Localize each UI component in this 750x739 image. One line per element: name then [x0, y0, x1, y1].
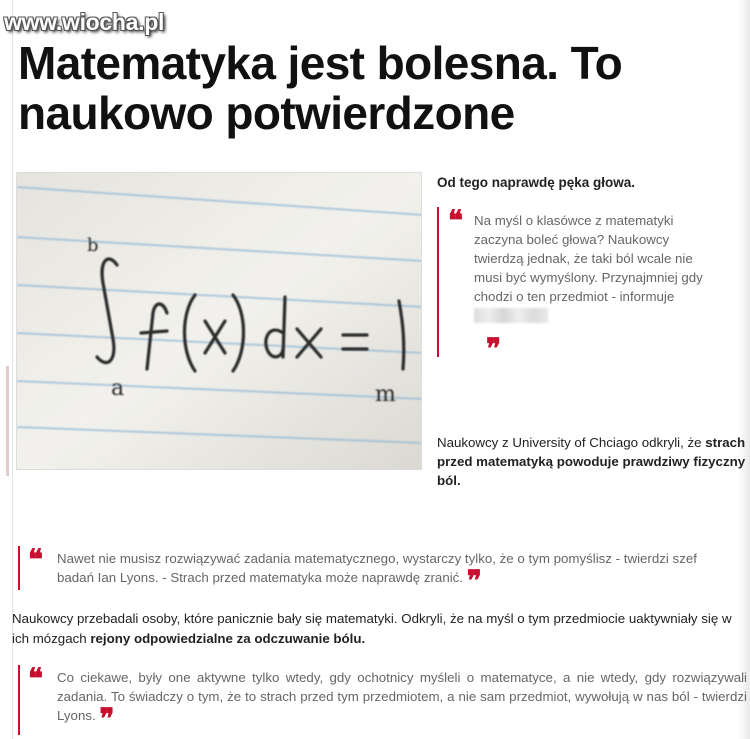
quote-1-body: Na myśl o klasówce z matematyki zaczyna boleć głowa? Naukowcy twierdzą jednak, że taki ból wcale nie musi być wymyślony. Przynajmniej gdy chodzi o ten przedmiot - informuje	[474, 213, 703, 304]
article-title: Matematyka jest bolesna. To naukowo potwierdzone	[18, 37, 623, 139]
quote-block-2	[18, 543, 738, 597]
open-quote-icon: ❝	[28, 543, 44, 576]
quote-2-text	[57, 549, 737, 597]
formula-cut-off: m	[375, 382, 396, 407]
close-quote-icon: ❞	[466, 564, 482, 597]
quote-2-body: Nawet nie musisz rozwiązywać zadania matematycznego, wystarczy tylko, że o tym pomyślisz - twierdzi szef badań Ian Lyons. - Strach przed matematyka może naprawdę zranić.	[57, 551, 697, 585]
open-quote-icon: ❝	[448, 204, 464, 237]
open-quote-icon: ❝	[28, 662, 44, 695]
paragraph-1	[437, 433, 747, 490]
paragraph-2-bold: rejony odpowiedzialne za odczuwanie bólu.	[90, 631, 366, 646]
paragraph-1-text: Naukowcy z University of Chciago odkryli, że	[437, 435, 706, 450]
close-quote-icon: ❞	[486, 332, 502, 365]
formula-lower-limit: a	[111, 376, 125, 401]
formula-upper-limit: b	[87, 235, 99, 256]
quote-3-text	[57, 668, 747, 735]
formula-photo	[17, 173, 422, 470]
side-accent	[6, 366, 9, 476]
blurred-source	[474, 308, 548, 323]
article-photo	[16, 172, 422, 470]
quote-3-body: Co ciekawe, były one aktywne tylko wtedy, gdy ochotnicy myśleli o matematyce, a nie wtedy, gdy rozwiązywali zadania. To świadczy o tym, że to strach przed tym przedmiotem, a nie sam przedmiot, wywołują w nas ból - twierdzi Lyons.	[57, 670, 747, 723]
paragraph-1-bold: strach przed matematyką powoduje prawdziwy fizyczny ból.	[437, 435, 746, 488]
quote-block-1	[437, 204, 737, 365]
quote-1-text	[474, 211, 714, 325]
paragraph-2-text: Naukowcy przebadali osoby, które panicznie bały się matematyki. Odkryli, że na myśl o tym przedmiocie uaktywniały się w ich mózgach	[12, 611, 732, 646]
site-watermark: www.wiocha.pl	[4, 9, 165, 35]
article-lead: Od tego naprawdę pęka głowa.	[437, 175, 636, 190]
formula-integrand: f(x) dx =	[145, 359, 150, 360]
paragraph-2	[12, 609, 737, 649]
quote-block-3	[18, 662, 747, 735]
close-quote-icon: ❞	[99, 702, 115, 735]
